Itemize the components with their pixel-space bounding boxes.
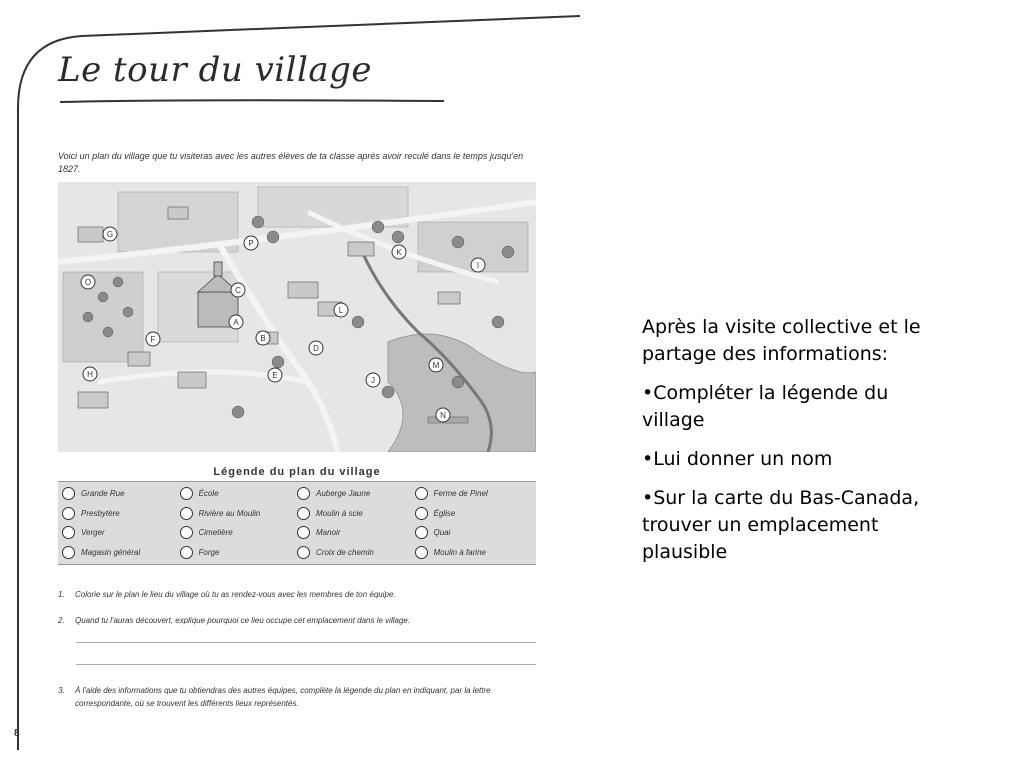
legend-item: Presbytère	[62, 504, 180, 524]
legend-answer-circle[interactable]	[180, 526, 193, 539]
worksheet-title: Le tour du village	[58, 50, 373, 90]
map-marker-label: F	[150, 335, 156, 344]
map-marker-label: K	[396, 248, 402, 257]
legend-item: Croix de chemin	[297, 543, 415, 563]
legend-item: Verger	[62, 523, 180, 543]
legend-answer-circle[interactable]	[62, 507, 75, 520]
question-number: 2.	[58, 616, 65, 625]
legend-answer-circle[interactable]	[297, 546, 310, 559]
question-2	[58, 614, 538, 627]
map-marker-label: J	[371, 376, 375, 385]
map-marker-label: E	[272, 371, 278, 380]
question-text: Quand tu l'auras découvert, explique pourquoi ce lieu occupe cet emplacement dans le village.	[75, 616, 411, 625]
legend-answer-circle[interactable]	[297, 526, 310, 539]
legend-item: Magasin général	[62, 543, 180, 563]
legend-answer-circle[interactable]	[415, 487, 428, 500]
title-underline	[58, 96, 458, 106]
instruction-bullet: •Lui donner un nom	[642, 448, 833, 470]
map-marker-label: A	[233, 318, 239, 327]
legend-item: Moulin à farine	[415, 543, 533, 563]
legend-item: Forge	[180, 543, 298, 563]
legend-answer-circle[interactable]	[62, 487, 75, 500]
instructions-intro: Après la visite collective et le partage des informations:	[642, 316, 921, 365]
question-text: Colorie sur le plan le lieu du village où tu as rendez-vous avec les membres de ton équipe.	[75, 590, 396, 599]
map-marker-label: N	[440, 411, 446, 420]
legend-answer-circle[interactable]	[415, 507, 428, 520]
map-marker-label: D	[313, 344, 319, 353]
legend-answer-circle[interactable]	[180, 507, 193, 520]
village-map	[58, 182, 536, 452]
map-marker-label: B	[260, 334, 266, 343]
instruction-bullet: •Sur la carte du Bas-Canada, trouver un emplacement plausible	[642, 487, 920, 563]
map-marker-label: G	[106, 230, 114, 239]
question-1	[58, 588, 538, 601]
legend-item: École	[180, 484, 298, 504]
map-marker-label: I	[476, 261, 480, 270]
intro-text: Voici un plan du village que tu visiteras avec les autres élèves de ta classe après avoir reculé dans le temps jusqu'en 1827.	[58, 151, 524, 174]
legend-answer-circle[interactable]	[415, 546, 428, 559]
page-number: 8	[14, 728, 20, 739]
answer-line[interactable]	[76, 642, 536, 643]
legend-answer-circle[interactable]	[62, 526, 75, 539]
question-3	[58, 684, 538, 710]
legend-item: Ferme de Pinel	[415, 484, 533, 504]
village-legend	[58, 481, 536, 565]
legend-item: Quai	[415, 523, 533, 543]
legend-answer-circle[interactable]	[297, 487, 310, 500]
legend-answer-circle[interactable]	[415, 526, 428, 539]
legend-title: Légende du plan du village	[213, 466, 381, 478]
map-marker-label: H	[87, 370, 93, 379]
legend-item: Manoir	[297, 523, 415, 543]
legend-answer-circle[interactable]	[297, 507, 310, 520]
instruction-bullet: •Compléter la légende du village	[642, 382, 889, 431]
legend-item: Auberge Jaune	[297, 484, 415, 504]
map-marker-label: O	[84, 278, 92, 287]
legend-item: Grande Rue	[62, 484, 180, 504]
legend-answer-circle[interactable]	[180, 546, 193, 559]
legend-item: Église	[415, 504, 533, 524]
map-marker-label: C	[235, 286, 241, 295]
legend-item: Moulin à scie	[297, 504, 415, 524]
instructions-panel	[642, 314, 952, 578]
map-marker-label: P	[248, 239, 254, 248]
question-number: 1.	[58, 590, 65, 599]
answer-line[interactable]	[76, 664, 536, 665]
legend-answer-circle[interactable]	[180, 487, 193, 500]
legend-item: Rivière au Moulin	[180, 504, 298, 524]
question-text: À l'aide des informations que tu obtiendras des autres équipes, complète la légende du plan en indiquant, par la lettre correspondante, où se trouvent les différents lieux représentés.	[75, 686, 491, 708]
village-map-illustration	[58, 182, 536, 452]
legend-item: Cimetière	[180, 523, 298, 543]
question-number: 3.	[58, 686, 65, 695]
map-marker-label: L	[338, 306, 344, 315]
map-marker-label: M	[432, 361, 440, 370]
legend-answer-circle[interactable]	[62, 546, 75, 559]
